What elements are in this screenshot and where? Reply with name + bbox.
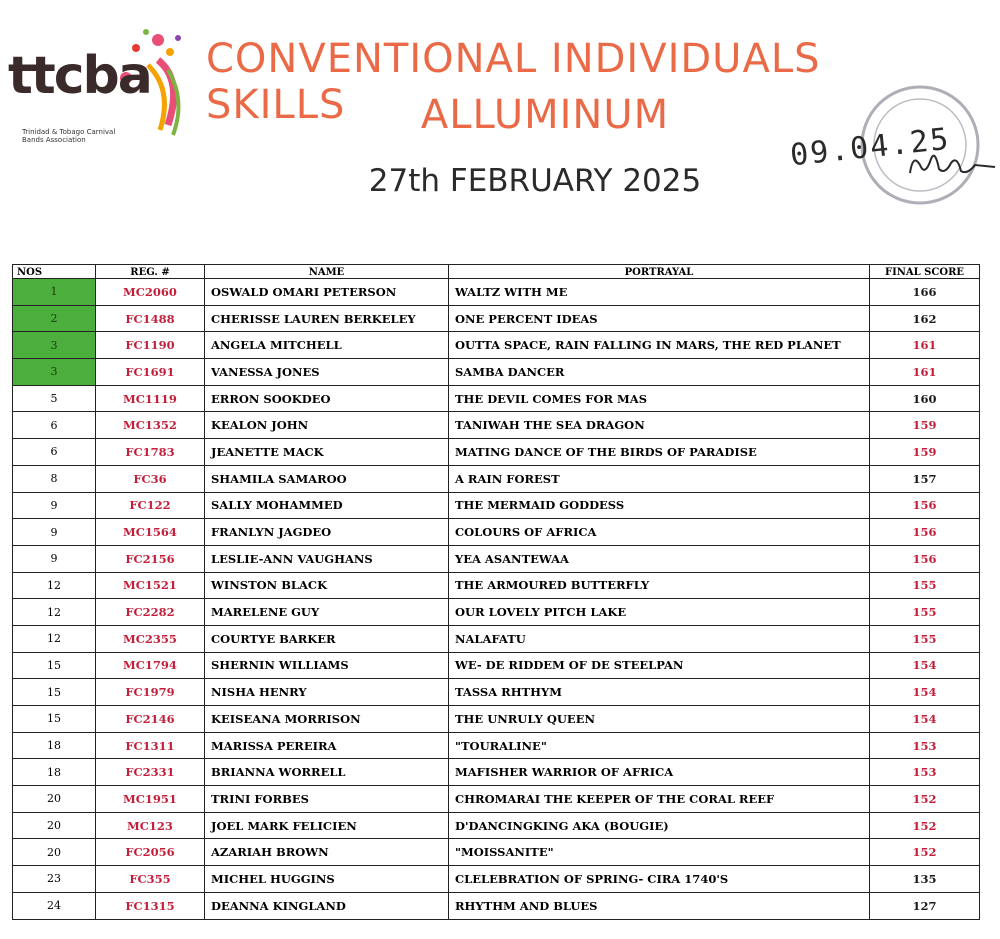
rank-cell: 15 — [13, 652, 96, 679]
rank-cell: 1 — [13, 279, 96, 306]
final-score-cell: 159 — [870, 412, 980, 439]
rank-cell: 20 — [13, 812, 96, 839]
rank-cell: 15 — [13, 679, 96, 706]
portrayal-cell: D'DANCINGKING AKA (BOUGIE) — [449, 812, 870, 839]
reg-number-cell: FC2331 — [96, 759, 205, 786]
reg-number-cell: MC1951 — [96, 786, 205, 813]
final-score-cell: 152 — [870, 812, 980, 839]
final-score-cell: 154 — [870, 679, 980, 706]
name-cell: AZARIAH BROWN — [205, 839, 449, 866]
final-score-cell: 161 — [870, 332, 980, 359]
table-row — [13, 545, 980, 572]
event-date: 27th FEBRUARY 2025 — [368, 163, 702, 199]
portrayal-cell: CLELEBRATION OF SPRING- CIRA 1740'S — [449, 866, 870, 893]
portrayal-cell: RHYTHM AND BLUES — [449, 892, 870, 919]
final-score-cell: 153 — [870, 759, 980, 786]
reg-number-cell: MC1352 — [96, 412, 205, 439]
reg-number-cell: MC1521 — [96, 572, 205, 599]
logo-subtitle: Trinidad & Tobago Carnival Bands Association — [22, 128, 116, 144]
portrayal-cell: A RAIN FOREST — [449, 465, 870, 492]
rank-cell: 3 — [13, 359, 96, 386]
signature-icon — [905, 145, 1000, 185]
name-cell: JOEL MARK FELICIEN — [205, 812, 449, 839]
table-row — [13, 679, 980, 706]
name-cell: SHAMILA SAMAROO — [205, 465, 449, 492]
table-row — [13, 492, 980, 519]
table-row — [13, 412, 980, 439]
logo-wordmark: ttcba — [8, 46, 151, 106]
reg-number-cell: FC36 — [96, 465, 205, 492]
name-cell: ANGELA MITCHELL — [205, 332, 449, 359]
column-header-reg: REG. # — [96, 265, 205, 279]
name-cell: BRIANNA WORRELL — [205, 759, 449, 786]
table-row — [13, 572, 980, 599]
final-score-cell: 160 — [870, 385, 980, 412]
name-cell: KEALON JOHN — [205, 412, 449, 439]
name-cell: SALLY MOHAMMED — [205, 492, 449, 519]
reg-number-cell: FC1190 — [96, 332, 205, 359]
rank-cell: 2 — [13, 305, 96, 332]
name-cell: JEANETTE MACK — [205, 439, 449, 466]
table-row — [13, 625, 980, 652]
portrayal-cell: THE MERMAID GODDESS — [449, 492, 870, 519]
reg-number-cell: FC1783 — [96, 439, 205, 466]
name-cell: DEANNA KINGLAND — [205, 892, 449, 919]
portrayal-cell: MAFISHER WARRIOR OF AFRICA — [449, 759, 870, 786]
final-score-cell: 162 — [870, 305, 980, 332]
rank-cell: 12 — [13, 599, 96, 626]
portrayal-cell: TANIWAH THE SEA DRAGON — [449, 412, 870, 439]
reg-number-cell: FC1315 — [96, 892, 205, 919]
stamp-date: 09.04.25 — [788, 121, 952, 174]
final-score-cell: 153 — [870, 732, 980, 759]
portrayal-cell: OUTTA SPACE, RAIN FALLING IN MARS, THE RED PLANET — [449, 332, 870, 359]
reg-number-cell: FC1979 — [96, 679, 205, 706]
reg-number-cell: MC1794 — [96, 652, 205, 679]
table-row — [13, 305, 980, 332]
rank-cell: 23 — [13, 866, 96, 893]
rank-cell: 3 — [13, 332, 96, 359]
name-cell: VANESSA JONES — [205, 359, 449, 386]
portrayal-cell: NALAFATU — [449, 625, 870, 652]
portrayal-cell: THE UNRULY QUEEN — [449, 706, 870, 733]
final-score-cell: 156 — [870, 545, 980, 572]
portrayal-cell: YEA ASANTEWAA — [449, 545, 870, 572]
name-cell: MICHEL HUGGINS — [205, 866, 449, 893]
reg-number-cell: FC1488 — [96, 305, 205, 332]
name-cell: NISHA HENRY — [205, 679, 449, 706]
name-cell: LESLIE-ANN VAUGHANS — [205, 545, 449, 572]
page-subtitle: ALLUMINUM — [420, 92, 670, 138]
reg-number-cell: FC2282 — [96, 599, 205, 626]
rank-cell: 9 — [13, 545, 96, 572]
reg-number-cell: MC1564 — [96, 519, 205, 546]
rank-cell: 24 — [13, 892, 96, 919]
rank-cell: 20 — [13, 839, 96, 866]
reg-number-cell: FC1311 — [96, 732, 205, 759]
final-score-cell: 154 — [870, 652, 980, 679]
table-row — [13, 279, 980, 306]
name-cell: CHERISSE LAUREN BERKELEY — [205, 305, 449, 332]
portrayal-cell: WE- DE RIDDEM OF DE STEELPAN — [449, 652, 870, 679]
table-row — [13, 385, 980, 412]
column-header-final-score: FINAL SCORE — [870, 265, 980, 279]
reg-number-cell: FC122 — [96, 492, 205, 519]
final-score-cell: 152 — [870, 839, 980, 866]
portrayal-cell: COLOURS OF AFRICA — [449, 519, 870, 546]
table-row — [13, 732, 980, 759]
rank-cell: 9 — [13, 492, 96, 519]
rank-cell: 9 — [13, 519, 96, 546]
reg-number-cell: FC2146 — [96, 706, 205, 733]
table-row — [13, 599, 980, 626]
rank-cell: 18 — [13, 732, 96, 759]
portrayal-cell: ONE PERCENT IDEAS — [449, 305, 870, 332]
rank-cell: 18 — [13, 759, 96, 786]
table-row — [13, 839, 980, 866]
final-score-cell: 155 — [870, 599, 980, 626]
portrayal-cell: THE ARMOURED BUTTERFLY — [449, 572, 870, 599]
rank-cell: 20 — [13, 786, 96, 813]
reg-number-cell: MC1119 — [96, 385, 205, 412]
final-score-cell: 152 — [870, 786, 980, 813]
name-cell: SHERNIN WILLIAMS — [205, 652, 449, 679]
portrayal-cell: THE DEVIL COMES FOR MAS — [449, 385, 870, 412]
portrayal-cell: SAMBA DANCER — [449, 359, 870, 386]
table-row — [13, 332, 980, 359]
results-table — [12, 264, 980, 920]
portrayal-cell: "TOURALINE" — [449, 732, 870, 759]
name-cell: FRANLYN JAGDEO — [205, 519, 449, 546]
rank-cell: 8 — [13, 465, 96, 492]
rank-cell: 6 — [13, 412, 96, 439]
portrayal-cell: "MOISSANITE" — [449, 839, 870, 866]
final-score-cell: 157 — [870, 465, 980, 492]
final-score-cell: 161 — [870, 359, 980, 386]
final-score-cell: 156 — [870, 519, 980, 546]
table-row — [13, 706, 980, 733]
final-score-cell: 166 — [870, 279, 980, 306]
portrayal-cell: WALTZ WITH ME — [449, 279, 870, 306]
portrayal-cell: TASSA RHTHYM — [449, 679, 870, 706]
final-score-cell: 155 — [870, 572, 980, 599]
reg-number-cell: MC2355 — [96, 625, 205, 652]
reg-number-cell: MC2060 — [96, 279, 205, 306]
column-header-portrayal: PORTRAYAL — [449, 265, 870, 279]
table-row — [13, 812, 980, 839]
final-score-cell: 127 — [870, 892, 980, 919]
name-cell: OSWALD OMARI PETERSON — [205, 279, 449, 306]
name-cell: TRINI FORBES — [205, 786, 449, 813]
name-cell: WINSTON BLACK — [205, 572, 449, 599]
name-cell: ERRON SOOKDEO — [205, 385, 449, 412]
reg-number-cell: FC2156 — [96, 545, 205, 572]
reg-number-cell: FC2056 — [96, 839, 205, 866]
final-score-cell: 155 — [870, 625, 980, 652]
column-header-nos: NOS — [13, 265, 96, 279]
table-row — [13, 359, 980, 386]
table-row — [13, 652, 980, 679]
table-row — [13, 759, 980, 786]
rank-cell: 12 — [13, 572, 96, 599]
table-row — [13, 786, 980, 813]
table-row — [13, 519, 980, 546]
portrayal-cell: CHROMARAI THE KEEPER OF THE CORAL REEF — [449, 786, 870, 813]
portrayal-cell: OUR LOVELY PITCH LAKE — [449, 599, 870, 626]
rank-cell: 5 — [13, 385, 96, 412]
name-cell: COURTYE BARKER — [205, 625, 449, 652]
table-header-row — [13, 265, 980, 279]
page-title: CONVENTIONAL INDIVIDUALS SKILLS — [206, 36, 821, 128]
column-header-name: NAME — [205, 265, 449, 279]
table-row — [13, 465, 980, 492]
reg-number-cell: FC355 — [96, 866, 205, 893]
reg-number-cell: MC123 — [96, 812, 205, 839]
table-row — [13, 892, 980, 919]
table-row — [13, 866, 980, 893]
final-score-cell: 135 — [870, 866, 980, 893]
table-row — [13, 439, 980, 466]
rank-cell: 12 — [13, 625, 96, 652]
rank-cell: 6 — [13, 439, 96, 466]
portrayal-cell: MATING DANCE OF THE BIRDS OF PARADISE — [449, 439, 870, 466]
final-score-cell: 154 — [870, 706, 980, 733]
reg-number-cell: FC1691 — [96, 359, 205, 386]
final-score-cell: 156 — [870, 492, 980, 519]
name-cell: KEISEANA MORRISON — [205, 706, 449, 733]
final-score-cell: 159 — [870, 439, 980, 466]
name-cell: MARELENE GUY — [205, 599, 449, 626]
rank-cell: 15 — [13, 706, 96, 733]
name-cell: MARISSA PEREIRA — [205, 732, 449, 759]
